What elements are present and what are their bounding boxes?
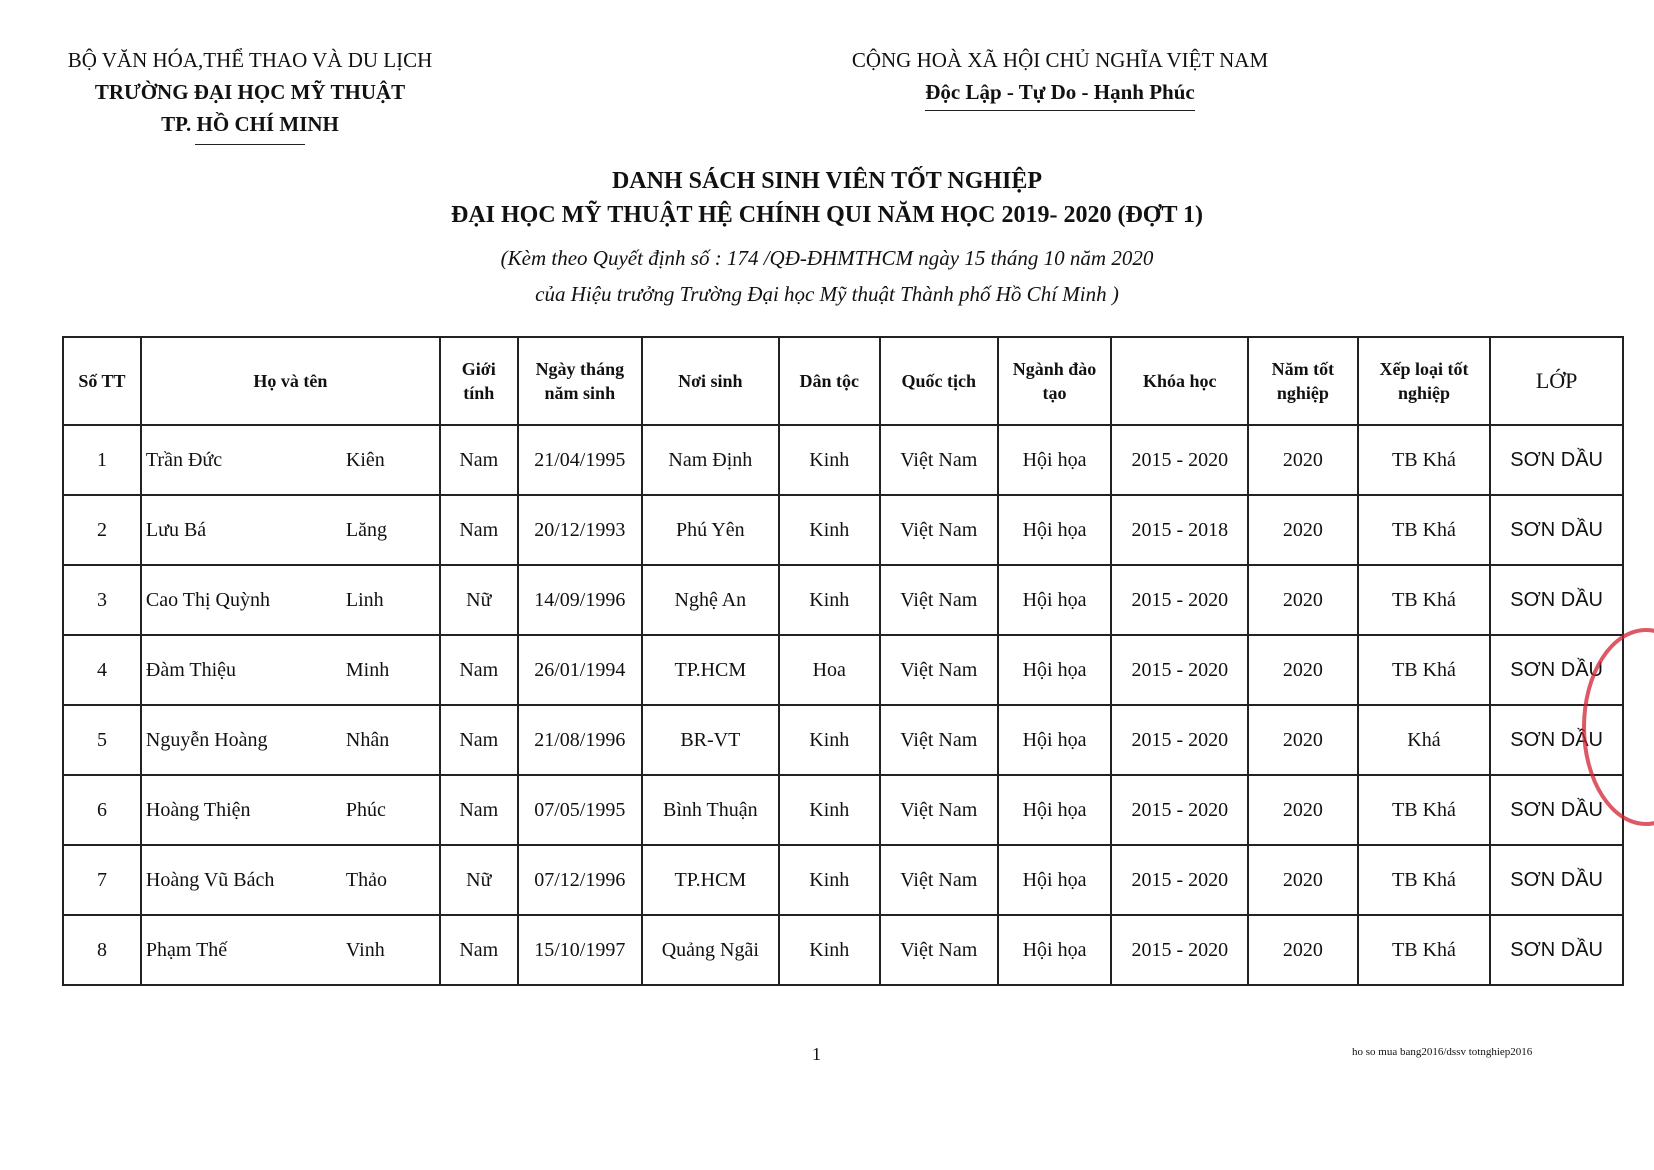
cell-class: SƠN DẦU — [1490, 845, 1623, 915]
header-nationality: Quốc tịch — [880, 337, 998, 425]
cell-grad-year: 2020 — [1248, 425, 1357, 495]
cell-course: 2015 - 2020 — [1111, 705, 1248, 775]
cell-grad-year: 2020 — [1248, 565, 1357, 635]
cell-rank: TB Khá — [1358, 845, 1491, 915]
title-line-1: DANH SÁCH SINH VIÊN TỐT NGHIỆP — [611, 168, 1043, 194]
cell-rank: TB Khá — [1358, 915, 1491, 985]
family-name: Lưu Bá — [145, 518, 207, 541]
cell-course: 2015 - 2020 — [1111, 775, 1248, 845]
cell-course: 2015 - 2020 — [1111, 915, 1248, 985]
cell-stt: 4 — [63, 635, 141, 705]
cell-nationality: Việt Nam — [880, 565, 998, 635]
cell-gender: Nam — [440, 495, 518, 565]
cell-dob: 21/04/1995 — [518, 425, 642, 495]
given-name: Phúc — [345, 798, 386, 821]
cell-stt: 2 — [63, 495, 141, 565]
file-path: ho so mua bang2016/dssv totnghiep2016 — [1352, 1046, 1533, 1058]
table-row — [63, 775, 1623, 845]
cell-grad-year: 2020 — [1248, 915, 1357, 985]
header-right-rule — [925, 110, 1195, 111]
cell-ethnicity: Kinh — [779, 915, 880, 985]
cell-dob: 26/01/1994 — [518, 635, 642, 705]
cell-nationality: Việt Nam — [880, 705, 998, 775]
cell-gender: Nam — [440, 775, 518, 845]
cell-dob: 07/05/1995 — [518, 775, 642, 845]
cell-birthplace: BR-VT — [642, 705, 779, 775]
header-major: Ngành đào tạo — [998, 337, 1112, 425]
header-left-rule — [195, 144, 305, 145]
cell-gender: Nam — [440, 635, 518, 705]
cell-dob: 14/09/1996 — [518, 565, 642, 635]
cell-name — [141, 635, 440, 705]
table-row — [63, 635, 1623, 705]
given-name: Nhân — [345, 728, 390, 751]
school-city: TP. HỒ CHÍ MINH — [161, 112, 339, 136]
cell-course: 2015 - 2020 — [1111, 635, 1248, 705]
family-name: Nguyễn Hoàng — [145, 728, 268, 751]
cell-rank: TB Khá — [1358, 495, 1491, 565]
cell-dob: 21/08/1996 — [518, 705, 642, 775]
cell-course: 2015 - 2020 — [1111, 425, 1248, 495]
cell-rank: TB Khá — [1358, 425, 1491, 495]
cell-ethnicity: Kinh — [779, 705, 880, 775]
cell-gender: Nữ — [440, 565, 518, 635]
cell-stt: 7 — [63, 845, 141, 915]
cell-name — [141, 425, 440, 495]
table-row — [63, 845, 1623, 915]
header-grad-year: Năm tốt nghiệp — [1248, 337, 1357, 425]
cell-ethnicity: Kinh — [779, 565, 880, 635]
cell-class: SƠN DẦU — [1490, 425, 1623, 495]
cell-grad-year: 2020 — [1248, 705, 1357, 775]
cell-stt: 8 — [63, 915, 141, 985]
title-line-2: ĐẠI HỌC MỸ THUẬT HỆ CHÍNH QUI NĂM HỌC 2019- 2020 (ĐỢT 1) — [450, 202, 1204, 228]
given-name: Kiên — [345, 448, 385, 471]
given-name: Thảo — [345, 868, 387, 891]
header-name: Họ và tên — [141, 337, 440, 425]
cell-grad-year: 2020 — [1248, 495, 1357, 565]
cell-major: Hội họa — [998, 705, 1112, 775]
cell-rank: TB Khá — [1358, 775, 1491, 845]
family-name: Đàm Thiệu — [145, 658, 237, 681]
cell-ethnicity: Kinh — [779, 845, 880, 915]
cell-stt: 1 — [63, 425, 141, 495]
cell-stt: 5 — [63, 705, 141, 775]
table-row — [63, 495, 1623, 565]
header-right — [780, 44, 1340, 111]
table-header-row — [63, 337, 1623, 425]
header-birthplace: Nơi sinh — [642, 337, 779, 425]
cell-birthplace: Bình Thuận — [642, 775, 779, 845]
cell-name — [141, 845, 440, 915]
table-row — [63, 705, 1623, 775]
country-name: CỘNG HOÀ XÃ HỘI CHỦ NGHĨA VIỆT NAM — [851, 48, 1269, 72]
document-title — [0, 164, 1654, 312]
cell-class: SƠN DẦU — [1490, 635, 1623, 705]
cell-gender: Nam — [440, 425, 518, 495]
header-stt: Số TT — [63, 337, 141, 425]
graduates-table — [62, 336, 1624, 986]
school-name: TRƯỜNG ĐẠI HỌC MỸ THUẬT — [94, 80, 406, 104]
cell-nationality: Việt Nam — [880, 845, 998, 915]
cell-nationality: Việt Nam — [880, 495, 998, 565]
ministry-name: BỘ VĂN HÓA,THỂ THAO VÀ DU LỊCH — [67, 48, 433, 72]
cell-name — [141, 565, 440, 635]
header-left — [40, 44, 460, 145]
cell-grad-year: 2020 — [1248, 635, 1357, 705]
header-rank: Xếp loại tốt nghiệp — [1358, 337, 1491, 425]
cell-course: 2015 - 2020 — [1111, 845, 1248, 915]
header-ethnicity: Dân tộc — [779, 337, 880, 425]
issuer-reference: của Hiệu trưởng Trường Đại học Mỹ thuật Thành phố Hồ Chí Minh ) — [535, 282, 1119, 306]
family-name: Phạm Thế — [145, 938, 228, 961]
cell-class: SƠN DẦU — [1490, 565, 1623, 635]
national-motto: Độc Lập - Tự Do - Hạnh Phúc — [925, 80, 1195, 104]
cell-major: Hội họa — [998, 775, 1112, 845]
given-name: Minh — [345, 658, 390, 681]
cell-major: Hội họa — [998, 915, 1112, 985]
given-name: Lăng — [345, 518, 387, 541]
cell-nationality: Việt Nam — [880, 425, 998, 495]
cell-major: Hội họa — [998, 845, 1112, 915]
cell-birthplace: Quảng Ngãi — [642, 915, 779, 985]
cell-ethnicity: Kinh — [779, 425, 880, 495]
cell-gender: Nam — [440, 705, 518, 775]
family-name: Cao Thị Quỳnh — [145, 588, 270, 611]
cell-name — [141, 775, 440, 845]
cell-nationality: Việt Nam — [880, 635, 998, 705]
table-row — [63, 565, 1623, 635]
cell-dob: 15/10/1997 — [518, 915, 642, 985]
cell-class: SƠN DẦU — [1490, 705, 1623, 775]
header-course: Khóa học — [1111, 337, 1248, 425]
given-name: Linh — [345, 588, 384, 611]
cell-birthplace: TP.HCM — [642, 845, 779, 915]
header-gender: Giới tính — [440, 337, 518, 425]
cell-dob: 07/12/1996 — [518, 845, 642, 915]
table-row — [63, 915, 1623, 985]
cell-birthplace: TP.HCM — [642, 635, 779, 705]
cell-gender: Nam — [440, 915, 518, 985]
family-name: Hoàng Vũ Bách — [145, 868, 275, 891]
family-name: Trần Đức — [145, 448, 223, 471]
cell-stt: 6 — [63, 775, 141, 845]
cell-course: 2015 - 2018 — [1111, 495, 1248, 565]
cell-nationality: Việt Nam — [880, 915, 998, 985]
cell-ethnicity: Hoa — [779, 635, 880, 705]
header-dob: Ngày tháng năm sinh — [518, 337, 642, 425]
decision-reference: (Kèm theo Quyết định số : 174 /QĐ-ĐHMTHCM ngày 15 tháng 10 năm 2020 — [500, 246, 1154, 270]
cell-name — [141, 495, 440, 565]
cell-name — [141, 705, 440, 775]
cell-class: SƠN DẦU — [1490, 495, 1623, 565]
cell-birthplace: Nghệ An — [642, 565, 779, 635]
cell-ethnicity: Kinh — [779, 495, 880, 565]
cell-birthplace: Phú Yên — [642, 495, 779, 565]
table-row — [63, 425, 1623, 495]
header-class: LỚP — [1490, 337, 1623, 425]
given-name: Vinh — [345, 938, 385, 961]
cell-dob: 20/12/1993 — [518, 495, 642, 565]
cell-major: Hội họa — [998, 635, 1112, 705]
cell-major: Hội họa — [998, 565, 1112, 635]
cell-grad-year: 2020 — [1248, 775, 1357, 845]
cell-name — [141, 915, 440, 985]
cell-rank: Khá — [1358, 705, 1491, 775]
cell-birthplace: Nam Định — [642, 425, 779, 495]
cell-stt: 3 — [63, 565, 141, 635]
cell-gender: Nữ — [440, 845, 518, 915]
cell-class: SƠN DẦU — [1490, 915, 1623, 985]
family-name: Hoàng Thiện — [145, 798, 251, 821]
cell-major: Hội họa — [998, 495, 1112, 565]
cell-rank: TB Khá — [1358, 565, 1491, 635]
cell-grad-year: 2020 — [1248, 845, 1357, 915]
cell-major: Hội họa — [998, 425, 1112, 495]
cell-class: SƠN DẦU — [1490, 775, 1623, 845]
cell-course: 2015 - 2020 — [1111, 565, 1248, 635]
cell-ethnicity: Kinh — [779, 775, 880, 845]
cell-nationality: Việt Nam — [880, 775, 998, 845]
page-number: 1 — [812, 1044, 821, 1064]
cell-rank: TB Khá — [1358, 635, 1491, 705]
